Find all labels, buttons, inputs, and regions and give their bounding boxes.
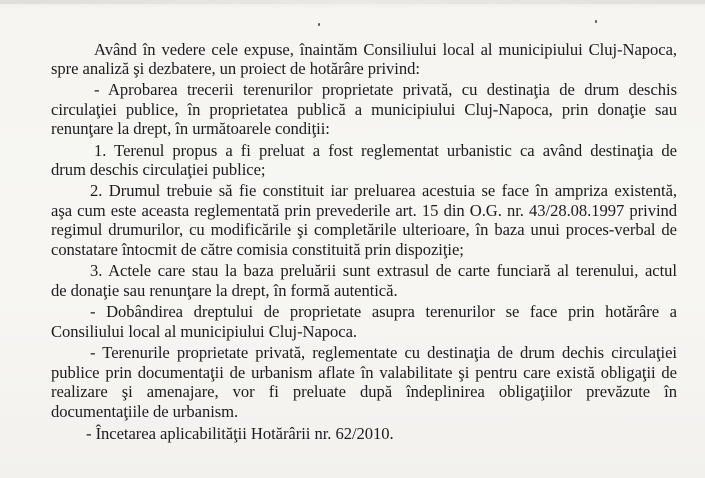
item-incetarea-line-1: - Încetarea aplicabilităţii Hotărârii nr. 62/2010.	[86, 424, 394, 443]
item-dobandirea-line-2: Consiliului local al municipiului Cluj-Napoca.	[51, 322, 358, 341]
condition-1-line-1: 1. Terenul propus a fi preluat a fost reglementat urbanistic ca având destinaţia de	[94, 141, 677, 160]
item-terenurile-line-4: documentaţiile de urbanism.	[51, 402, 239, 421]
condition-2-line-1: 2. Drumul trebuie să fie constituit iar preluarea acestuia se face în ampriza existentă,	[90, 181, 677, 200]
item-terenurile-line-1: - Terenurile proprietate privată, reglementate cu destinaţia de drum dechis circulaţiei	[90, 343, 677, 362]
item-terenurile-line-2: publice prin documentaţii de urbanism aflate în valabilitate şi pentru care există obligaţii de	[51, 363, 677, 382]
condition-3-line-1: 3. Actele care stau la baza preluării sunt extrasul de carte funciară al terenului, actul	[90, 261, 677, 280]
condition-2-line-3: regimul drumurilor, cu modificările şi completările ulterioare, în baza unui proces-verbal de	[51, 220, 677, 239]
item-aprobarea-line-3: renunţare la drept, în următoarele condiţii:	[51, 119, 330, 138]
item-aprobarea-line-1: - Aprobarea trecerii terenurilor proprietate privată, cu destinaţia de drum deschis	[94, 80, 677, 99]
scan-speck	[318, 23, 320, 26]
item-aprobarea-line-2: circulaţiei publice, în proprietatea publică a municipiului Cluj-Napoca, prin donaţie sau	[51, 100, 677, 119]
condition-1-line-2: drum deschis circulaţiei publice;	[51, 160, 266, 179]
item-terenurile-line-3: realizare şi amenajare, vor fi preluate după îndeplinirea obligaţiilor prevăzute în	[51, 382, 677, 401]
paragraph-intro-line-2: spre analiză şi dezbatere, un proiect de hotărâre privind:	[51, 59, 420, 78]
condition-3-line-2: de donaţie sau renunţare la drept, în formă autentică.	[51, 281, 398, 300]
item-dobandirea-line-1: - Dobândirea dreptului de proprietate asupra terenurilor se face prin hotărâre a	[90, 302, 677, 321]
condition-2-line-2: aşa cum este aceasta reglementată prin prevederile art. 15 din O.G. nr. 43/28.08.1997 privind	[51, 201, 677, 220]
condition-2-line-4: constatare întocmit de către comisia constituită prin dispoziţie;	[51, 240, 464, 259]
scan-top-edge	[0, 0, 705, 4]
scan-speck	[595, 20, 597, 23]
paragraph-intro-line-1: Având în vedere cele expuse, înaintăm Consiliului local al municipiului Cluj-Napoca,	[94, 40, 677, 59]
